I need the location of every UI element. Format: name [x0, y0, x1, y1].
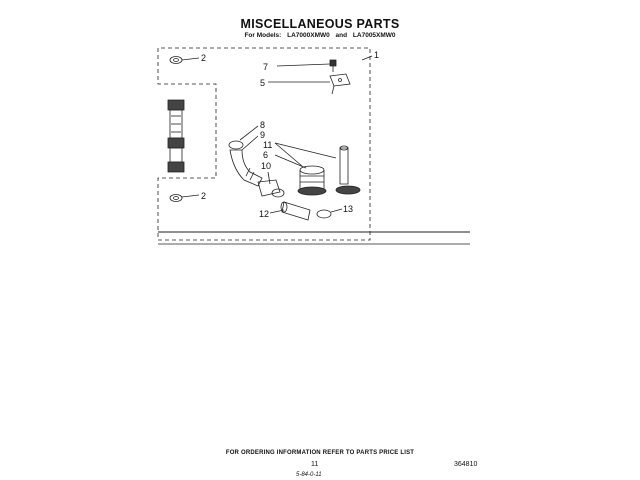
screw-part: [277, 60, 336, 72]
page-number: 11: [311, 461, 319, 468]
subtitle-prefix: For Models:: [244, 32, 282, 39]
callout-5: 5: [260, 78, 266, 88]
pump-spring-part: [275, 155, 326, 195]
callout-11: 11: [263, 140, 273, 150]
leader-1: [362, 56, 372, 60]
callout-10: 10: [261, 161, 272, 171]
callout-12: 12: [259, 209, 270, 219]
subtitle-join: and: [335, 32, 348, 39]
clamp-ring-part: [258, 172, 284, 197]
ordering-note: FOR ORDERING INFORMATION REFER TO PARTS PRICE LIST: [225, 450, 415, 456]
page-title: MISCELLANEOUS PARTS: [240, 17, 400, 31]
callout-9: 9: [260, 130, 266, 140]
model-1: LA7000XMW0: [287, 32, 330, 39]
washer-bottom-part: [170, 195, 199, 202]
callout-1: 1: [374, 50, 380, 60]
washer-top-part: [170, 57, 199, 64]
callout-7: 7: [263, 62, 269, 72]
straight-hose-part: [270, 202, 310, 220]
callout-13: 13: [343, 204, 354, 214]
elbow-hose-part: [229, 126, 262, 186]
callout-6: 6: [263, 150, 269, 160]
callout-8: 8: [260, 120, 266, 130]
model-2: LA7005XMW0: [352, 32, 396, 39]
rod-part: [275, 143, 360, 194]
bracket-part: [268, 74, 350, 94]
hose-clamp-part: [317, 209, 342, 218]
handwritten-note: 5-84-0-11: [296, 472, 322, 478]
callout-2-bottom: 2: [201, 191, 207, 201]
callout-2-top: 2: [201, 53, 207, 63]
document-number: 364810: [454, 461, 478, 468]
coupling-assembly-part: [168, 100, 184, 172]
